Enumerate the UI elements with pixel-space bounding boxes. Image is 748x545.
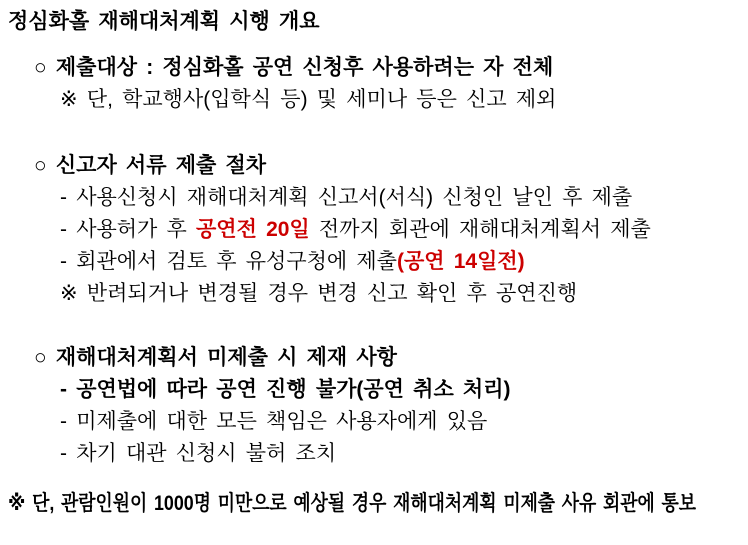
text-segment: - 차기 대관 신청시 불허 조치 xyxy=(60,442,337,465)
deadline-14days-highlight: (공연 14일전) xyxy=(396,250,525,273)
penalty-future-rental xyxy=(60,438,744,470)
step-deadline-20days xyxy=(60,214,744,246)
text-segment: 전까지 회관에 재해대처계획서 제출 xyxy=(309,218,651,241)
section-penalties xyxy=(8,342,744,470)
note-rejection xyxy=(60,278,744,310)
text-segment: - 회관에서 검토 후 유성구청에 제출 xyxy=(60,250,397,273)
doc-title: 정심화홀 재해대처계획 시행 개요 xyxy=(8,10,320,33)
text-segment: - 사용신청시 재해대처계획 신고서(서식) 신청인 날인 후 제출 xyxy=(60,186,633,209)
section-report-procedure xyxy=(8,150,744,310)
text-segment: - 미제출에 대한 모든 책임은 사용자에게 있음 xyxy=(60,410,488,433)
section-submission-target xyxy=(8,52,744,116)
footnote-attendance: ※ 단, 관람인원이 1000명 미만으로 예상될 경우 재해대처계획 미제출 사유 회관에 통보 xyxy=(8,492,696,515)
section-heading: ○ 재해대처계획서 미제출 시 제재 사항 xyxy=(34,346,397,369)
penalty-responsibility xyxy=(60,406,744,438)
text-segment: ※ 반려되거나 변경될 경우 변경 신고 확인 후 공연진행 xyxy=(60,282,578,305)
text-segment: - 사용허가 후 xyxy=(60,218,197,241)
step-application xyxy=(60,182,744,214)
deadline-20days-highlight: 공연전 20일 xyxy=(196,218,310,241)
note-exception xyxy=(60,84,744,116)
penalty-cancellation xyxy=(60,374,744,406)
text-segment: - 공연법에 따라 공연 진행 불가(공연 취소 처리) xyxy=(60,378,511,401)
section-heading: ○ 제출대상 : 정심화홀 공연 신청후 사용하려는 자 전체 xyxy=(34,56,554,79)
text-segment: ※ 단, 학교행사(입학식 등) 및 세미나 등은 신고 제외 xyxy=(60,88,557,111)
step-district-submission xyxy=(60,246,744,278)
section-heading: ○ 신고자 서류 제출 절차 xyxy=(34,154,267,177)
